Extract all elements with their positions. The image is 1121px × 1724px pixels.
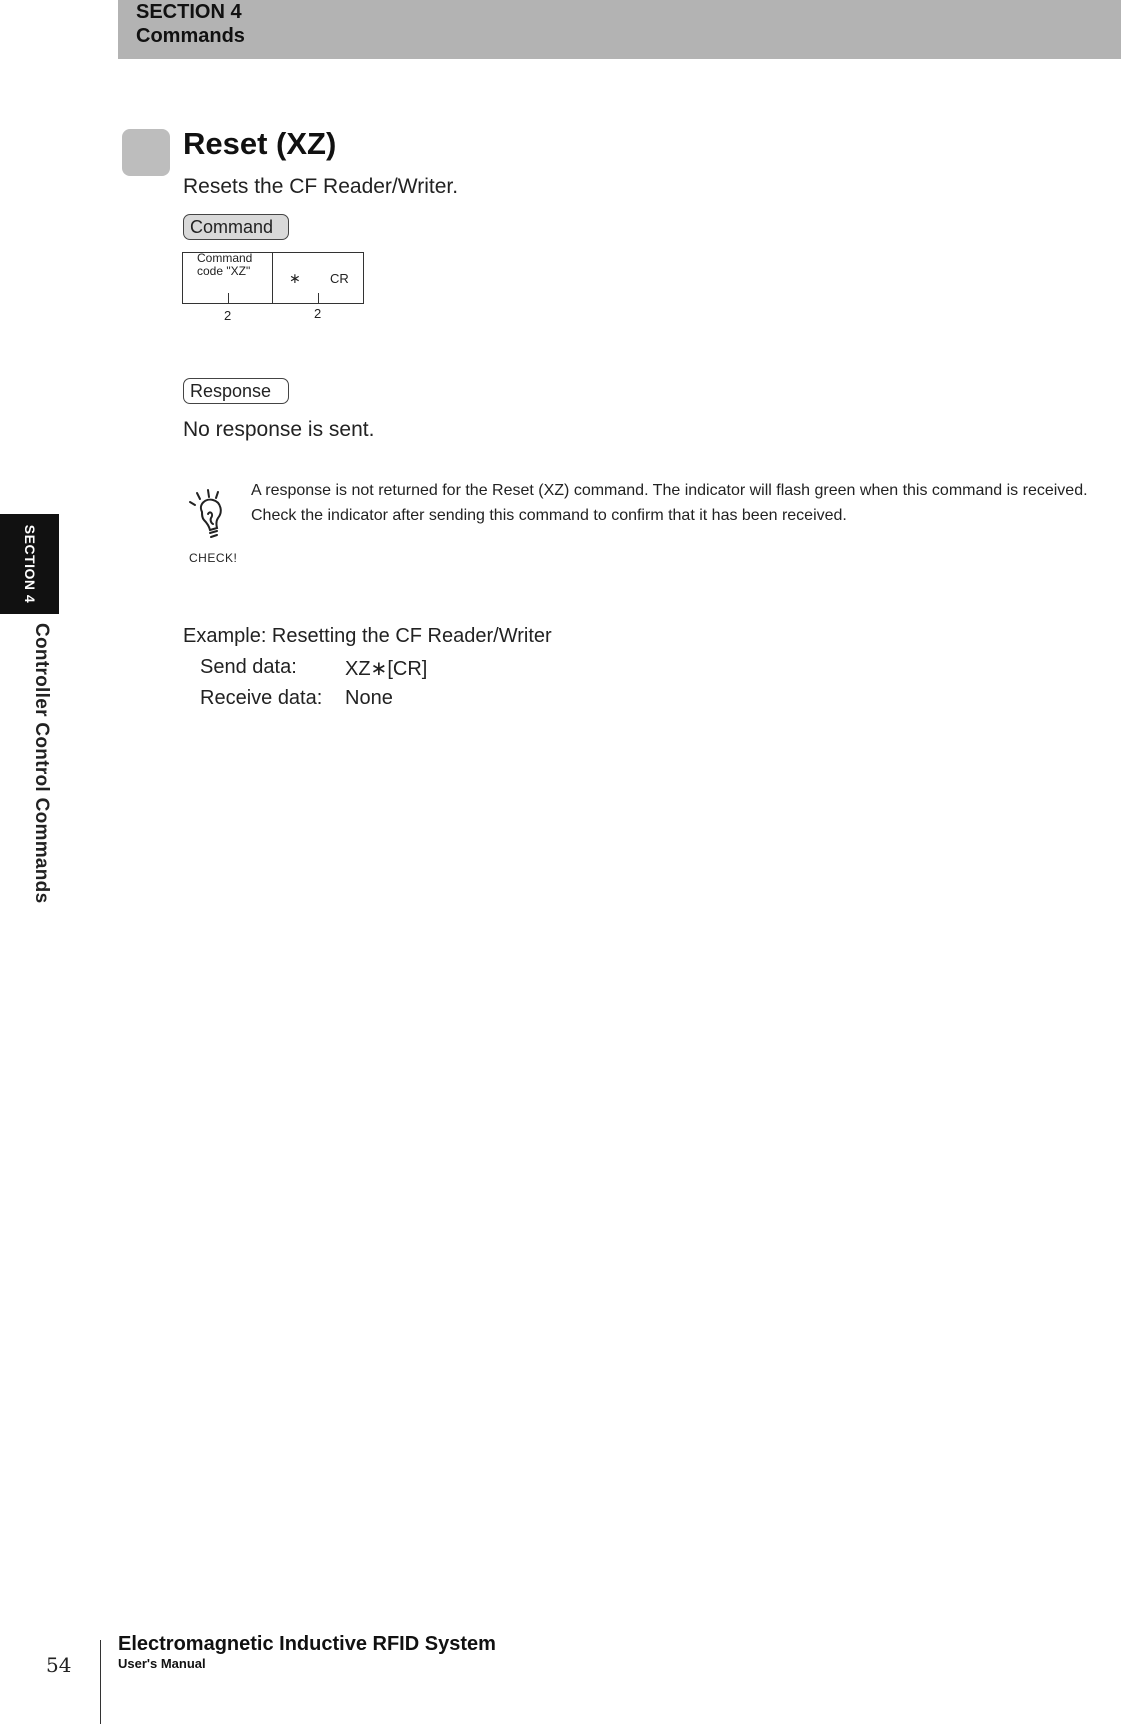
send-data-label: Send data: [200, 656, 297, 678]
frame-terminator-cr: CR [330, 271, 349, 286]
send-data-value: XZ∗[CR] [345, 658, 428, 680]
frame-code-label-line1: Command [197, 251, 253, 265]
lightbulb-check-icon [186, 488, 238, 550]
header-subtitle: Commands [136, 25, 245, 47]
receive-data-value: None [345, 687, 393, 709]
section-title: Reset (XZ) [183, 126, 337, 161]
command-pill: Command [183, 214, 289, 240]
example-title: Example: Resetting the CF Reader/Writer [183, 625, 552, 647]
frame-code-label [197, 252, 252, 278]
side-chapter-title: Controller Control Commands [31, 623, 52, 904]
frame-length-code: 2 [224, 308, 232, 323]
frame-length-terminator: 2 [314, 306, 322, 321]
frame-tick [228, 293, 229, 304]
frame-terminator-star: ∗ [289, 270, 301, 286]
header-band [118, 0, 1121, 59]
response-pill: Response [183, 378, 289, 404]
frame-code-label-line2: code "XZ" [197, 264, 251, 278]
check-icon-label: CHECK! [189, 551, 238, 565]
frame-tick [318, 293, 319, 304]
footer-title: Electromagnetic Inductive RFID System [118, 1633, 496, 1655]
check-note-line: A response is not returned for the Reset (XZ) command. The indicator will flash green when this command is received. [251, 482, 1088, 499]
response-text: No response is sent. [183, 418, 375, 441]
side-tab-label: SECTION 4 [21, 524, 38, 604]
footer-divider [100, 1640, 101, 1724]
side-section-tab [0, 514, 59, 614]
section-description: Resets the CF Reader/Writer. [183, 175, 459, 198]
receive-data-label: Receive data: [200, 687, 323, 709]
heading-marker [122, 129, 170, 176]
frame-divider [272, 252, 273, 304]
header-section: SECTION 4 [136, 1, 242, 23]
check-note-line: Check the indicator after sending this command to confirm that it has been received. [251, 507, 847, 524]
running-header [136, 0, 245, 48]
page-number: 54 [46, 1653, 72, 1677]
footer-subtitle: User's Manual [118, 1656, 206, 1671]
